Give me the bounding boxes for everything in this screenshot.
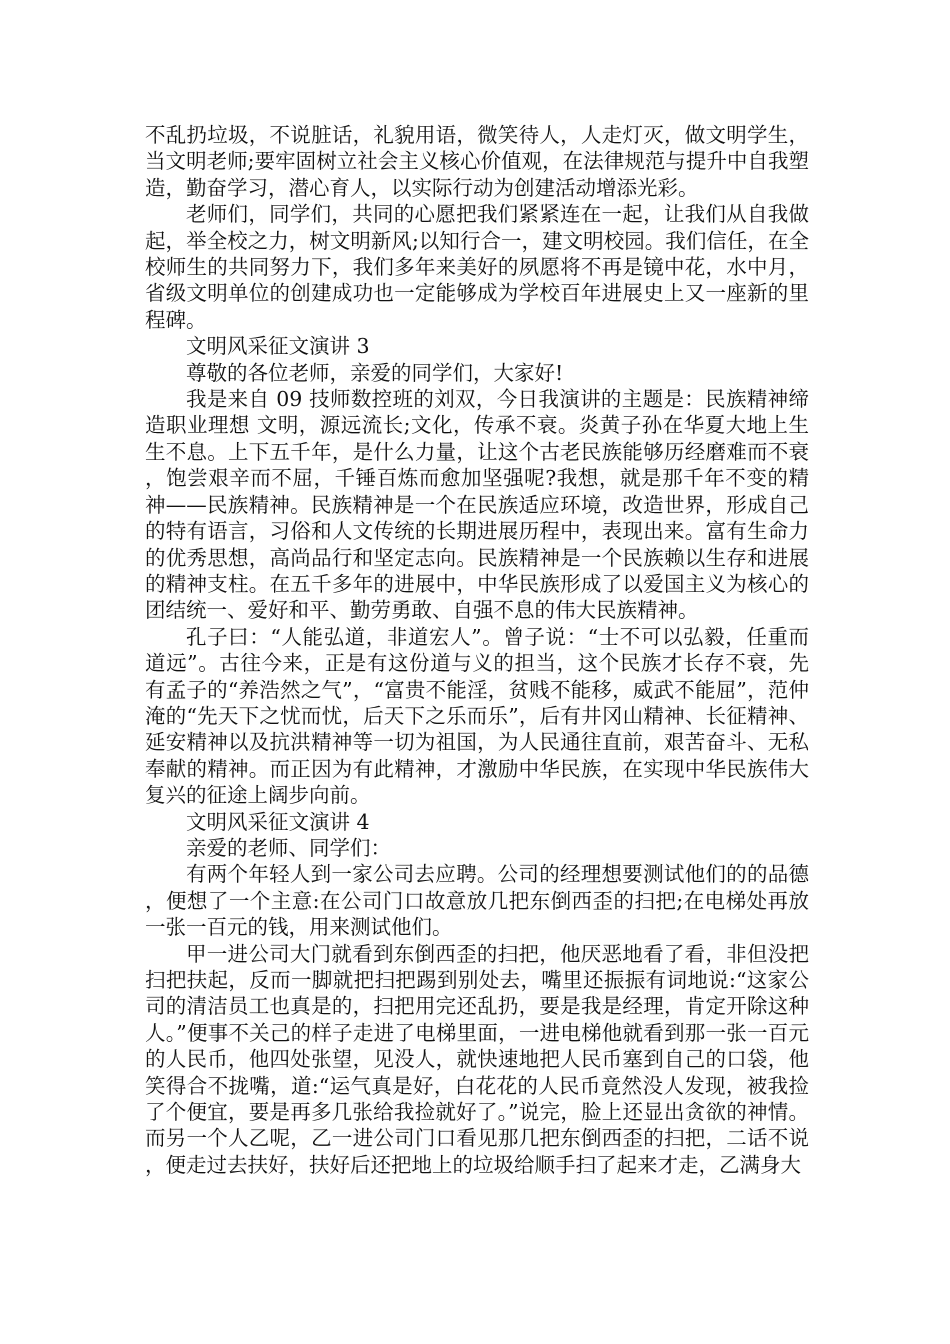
document-page (145, 122, 809, 1178)
paragraph: 不乱扔垃圾，不说脏话，礼貌用语，微笑待人，人走灯灭，做文明学生，当文明老师;要牢固树立社会主义核心价值观，在法律规范与提升中自我塑造，勤奋学习，潜心育人，以实际行动为创建活动增添光彩。 (145, 123, 809, 200)
section-heading: 文明风采征文演讲 4 (186, 809, 370, 834)
section-heading: 文明风采征文演讲 3 (186, 334, 370, 359)
paragraph: 甲一进公司大门就看到东倒西歪的扫把，他厌恶地看了看，非但没把扫把扶起，反而一脚就把扫把踢到别处去，嘴里还振振有词地说:“这家公司的清洁员工也真是的，扫把用完还乱扔，要是我是经理，肯定开除这种人。”便事不关己的样子走进了电梯里面，一进电梯他就看到那一张一百元的人民币，他四处张望，见没人，就快速地把人民币塞到自己的口袋，他笑得合不拢嘴，道:“运气真是好，白花花的人民币竟然没人发现，被我捡了个便宜，要是再多几张给我捡就好了。”说完，脸上还显出贪欲的神情。而另一个人乙呢，乙一进公司门口看见那几把东倒西歪的扫把，二话不说，便走过去扶好，扶好后还把地上的垃圾给顺手扫了起来才走，乙满身大 (145, 941, 809, 1177)
paragraph: 尊敬的各位老师，亲爱的同学们，大家好! (186, 360, 564, 385)
paragraph: 有两个年轻人到一家公司去应聘。公司的经理想要测试他们的的品德，便想了一个主意:在公司门口故意放几把东倒西歪的扫把;在电梯处再放一张一百元的钱，用来测试他们。 (145, 862, 809, 940)
paragraph: 老师们，同学们，共同的心愿把我们紧紧连在一起，让我们从自我做起，举全校之力，树文明新风;以知行合一，建文明校园。我们信任，在全校师生的共同努力下，我们多年来美好的夙愿将不再是镜中花，水中月，省级文明单位的创建成功也一定能够成为学校百年进展史上又一座新的里程碑。 (145, 202, 809, 332)
paragraph: 孔子曰：“人能弘道，非道宏人”。曾子说：“士不可以弘毅，任重而道远”。古往今来，正是有这份道与义的担当，这个民族才长存不衰，先有孟子的“养浩然之气”，“富贵不能淫，贫贱不能移，威武不能屈”，范仲淹的“先天下之忧而忧，后天下之乐而乐”，后有井冈山精神、长征精神、延安精神以及抗洪精神等一切为祖国，为人民通往直前，艰苦奋斗、无私奉献的精神。而正因为有此精神，才激励中华民族，在实现中华民族伟大复兴的征途上阔步向前。 (145, 624, 809, 808)
paragraph: 亲爱的老师、同学们： (186, 835, 391, 860)
paragraph: 我是来自 09 技师数控班的刘双，今日我演讲的主题是：民族精神缔造职业理想 文明，源远流长;文化，传承不衰。炎黄子孙在华夏大地上生生不息。上下五千年，是什么力量，让这个古老民族能够历经磨难而不衰，饱尝艰辛而不屈，千锤百炼而愈加坚强呢?我想，就是那千年不变的精神——民族精神。民族精神是一个在民族适应环境，改造世界，形成自己的特有语言，习俗和人文传统的长期进展历程中，表现出来。富有生命力的优秀思想，高尚品行和坚定志向。民族精神是一个民族赖以生存和进展的精神支柱。在五千多年的进展中，中华民族形成了以爱国主义为核心的团结统一、爱好和平、勤劳勇敢、自强不息的伟大民族精神。 (145, 387, 809, 623)
